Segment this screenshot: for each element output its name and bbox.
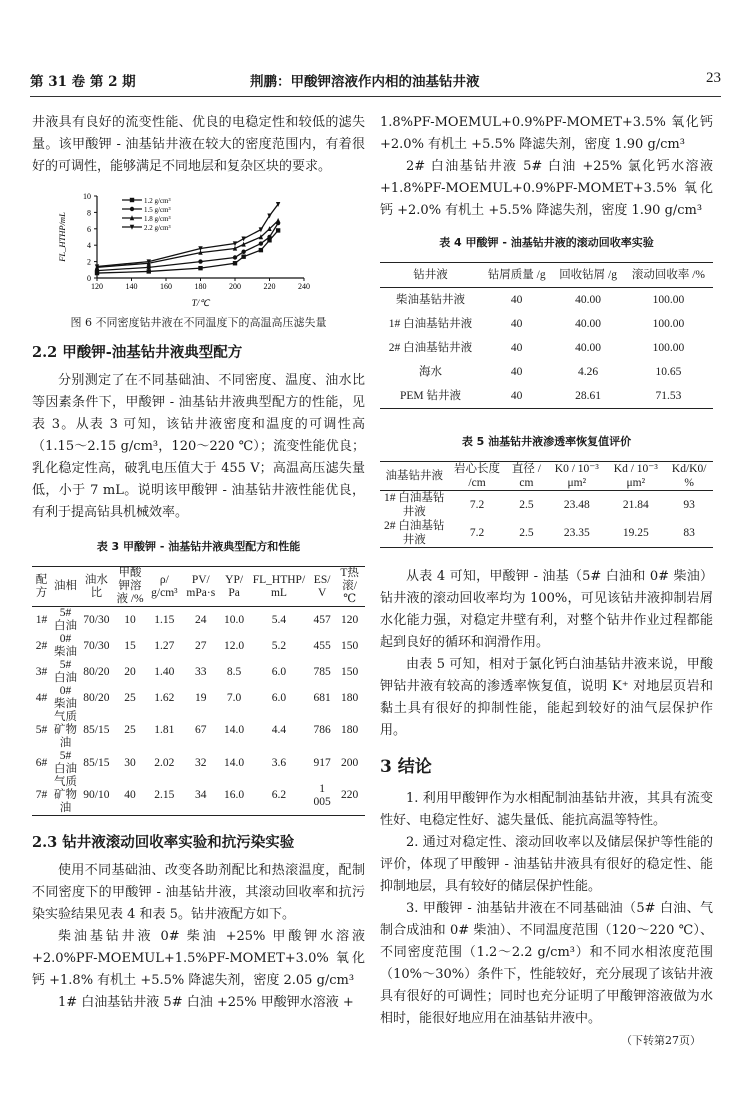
table4-cell: 100.00 [652,342,685,354]
table3-cell: 150 [341,665,359,678]
data-point [232,261,236,265]
table3-cell: 12.0 [224,639,245,652]
table3-header-cell: 油水比 [80,567,113,607]
table3-cell: 70/30 [83,639,110,652]
table3-row [32,685,365,711]
table3-cell: 25 [124,691,136,704]
table4-cell: 40 [510,342,523,354]
table4-row [380,384,713,409]
table3-caption: 表 3 甲酸钾 - 油基钻井液典型配方和性能 [96,540,301,553]
table3-cell: 33 [195,665,207,678]
article-title: 荆鹏：甲酸钾溶液作内相的油基钻井液 [250,74,480,90]
table4-cell: 海水 [418,366,442,378]
table3-cell: 20 [124,665,136,678]
table3-cell: 10 [124,613,136,626]
series-line [97,204,278,266]
table3-cell: 180 [341,724,359,736]
data-point [146,265,150,269]
table5-header-cell: K0 / 10⁻³ μm² [547,462,606,491]
data-point [258,241,262,245]
table5-header-cell: 油基钻井液 [380,462,448,491]
table4-header-cell: 滚动回收率 /% [624,263,713,288]
y-tick-label: 4 [86,241,91,251]
table4-cell: 2# 白油基钻井液 [388,342,473,354]
table3-cell: 1.15 [154,613,175,626]
legend-label: 1.5 g/cm³ [143,206,171,214]
table5-cell: 2# 白油基钻井液 [380,519,448,548]
table3-cell: 5# [35,724,48,736]
table3-cell: 4# [35,691,48,704]
intro-paragraph: 井液具有良好的流变性能、优良的电稳定性和较低的滤失量。该甲酸钾 - 油基钻井液在较大的密度范围内，有着很好的可调性，能够满足不同地层和复杂区块的要求。 [32,115,365,174]
table5-cell: 23.48 [563,499,590,511]
table5-caption: 表 5 油基钻井液渗透率恢复值评价 [461,435,632,448]
table3 [32,566,365,816]
table3-cell: 2.02 [154,756,175,769]
table4-caption: 表 4 甲酸钾 - 油基钻井液的滚动回收率实验 [439,236,654,249]
section-2-3-paragraph: 使用不同基础油、改变各助剂配比和热滚温度，配制不同密度下的甲酸钾 - 油基钻井液，其滚动回收率和抗污染实验结果见表 4 和表 5。钻井液配方如下。 [32,863,365,922]
table3-cell: 1# [35,613,48,626]
data-point [275,218,279,223]
conclusion-1: 1. 利用甲酸钾作为水相配制油基钻井液，其具有流变性好、电稳定性好、滤失量低、能抗高温等特性。 [380,791,713,828]
table4-row [380,312,713,336]
table3-cell: 785 [313,665,331,678]
table3-cell: 5# 白油 [53,607,77,632]
table4 [380,262,713,409]
table5-cell: 21.84 [622,499,649,511]
table3-cell: 2.15 [147,776,181,816]
table5-cell: 83 [665,519,713,548]
table3-row [32,633,365,659]
table3-cell: 34 [181,776,220,816]
x-tick-label: 120 [90,282,103,291]
table3-cell: 1.81 [154,724,175,736]
table5-cell: 23.35 [547,519,606,548]
running-header [30,66,721,97]
table3-row [32,607,365,634]
table4-cell: 40.00 [575,342,602,354]
table3-cell: 120 [341,613,359,626]
table3-cell: 455 [313,639,331,652]
x-tick-label: 160 [159,282,172,291]
table5-discussion: 由表 5 可知，相对于氯化钙白油基钻井液来说，甲酸钾钻井液有较高的渗透率恢复值，说明 K⁺ 对地层页岩和黏土具有很好的抑制性能，能起到较好的油气层保护作用。 [380,657,713,738]
table3-header-cell: 配方 [32,567,51,607]
table3-cell: 180 [341,691,359,704]
table4-cell: 4.26 [578,366,599,378]
data-point [146,269,150,273]
data-point [241,250,245,254]
table3-row [32,711,365,750]
y-tick-label: 0 [86,274,91,283]
table4-cell: 28.61 [552,384,623,409]
table3-cell: 3# [35,665,48,678]
table3-cell: 27 [195,639,207,652]
table3-cell: 1.27 [154,639,175,652]
table3-header-cell: T热滚/ ℃ [334,567,365,607]
table3-cell: 32 [195,756,207,769]
table3-cell: 3.6 [271,756,287,769]
y-tick-label: 2 [86,257,91,267]
table3-cell: 16.0 [220,776,248,816]
table3-cell: 气质矿物油 [51,776,80,816]
table3-cell: 5# 白油 [53,750,77,775]
table3-cell: 1.40 [154,665,175,678]
table3-cell: 220 [334,776,365,816]
section-2-2-title: 2.2 甲酸钾-油基钻井液典型配方 [32,344,243,361]
data-point [198,259,202,263]
table3-cell: 30 [124,756,136,769]
table3-cell: 80/20 [83,691,110,704]
table3-cell: 2# [35,639,48,652]
y-tick-label: 6 [86,224,91,234]
legend-label: 2.2 g/cm³ [143,224,171,232]
table4-cell: 40 [481,384,552,409]
table3-cell: 24 [195,613,207,626]
data-point [198,266,202,270]
table3-cell: 19 [195,691,207,704]
table3-cell: 5# 白油 [53,659,77,684]
table5-cell: 7.2 [448,519,505,548]
x-tick-label: 180 [194,282,206,291]
table4-cell: 40 [510,318,523,330]
table3-cell: 14.0 [224,724,245,736]
recipe-diesel: 柴油基钻井液 0# 柴油 +25% 甲酸钾水溶液 +2.0%PF-MOEMUL+1.5%PF-MOMET+3.0% 氧化钙 +1.8% 有机土 +5.5% 降滤失剂，密度 2.05 g/cm³ [32,929,365,988]
x-tick-label: 200 [228,282,241,291]
section-2-3-title: 2.3 钻井液滚动回收率实验和抗污染实验 [32,834,295,851]
data-point [129,198,133,202]
table3-cell: 457 [313,613,331,626]
table4-row [380,288,713,313]
section-3-title: 3 结论 [380,757,432,777]
table3-cell: 40 [113,776,148,816]
data-point [258,248,262,252]
x-tick-label: 220 [263,282,275,291]
table4-header-cell: 钻屑质量 /g [481,263,552,288]
data-point [275,228,279,232]
table3-header-cell: FL_HTHP/ mL [248,567,310,607]
table5-header-cell: Kd/K0/ % [665,462,713,491]
table3-cell: 70/30 [83,613,110,626]
table3-cell: 1.62 [154,691,175,704]
y-axis-label: FL_HTHP/mL [56,212,67,262]
table3-cell: 6.0 [271,665,287,678]
table4-cell: 100.00 [652,318,685,330]
table3-cell: 917 [313,756,331,769]
table3-cell: 10.0 [224,613,245,626]
table5-cell: 2.5 [506,519,548,548]
table4-cell: 40 [510,366,523,378]
table5-cell: 1# 白油基钻井液 [384,492,445,518]
table3-cell: 80/20 [83,665,110,678]
table5-header-cell: 岩心长度 /cm [448,462,505,491]
table4-cell: 100.00 [652,294,685,306]
table3-row [32,776,365,816]
table3-cell: 786 [313,724,331,736]
table5-header-cell: Kd / 10⁻³ μm² [606,462,665,491]
table4-cell: 柴油基钻井液 [395,294,465,306]
table3-header-cell: ES/ V [310,567,334,607]
table3-cell: 25 [124,724,136,736]
table4-cell: 40 [510,294,523,306]
conclusion-3: 3. 甲酸钾 - 油基钻井液在不同基础油（5# 白油、气制合成油和 0# 柴油）、不同温度范围（120～220 ℃）、不同密度范围（1.2～2.2 g/cm³）和不同水相浓度范围（10%～30%）条件下，性能较好，充分展现了该钻井液具有很好的可调性；同时也充分证明了甲酸钾溶液做为水相时，能很好地应用在油基钻井液中。 [380,901,713,1026]
table3-cell: 6# [35,756,48,769]
table5-cell: 93 [683,499,695,511]
data-point [129,207,133,211]
table3-cell: 150 [341,639,359,652]
x-tick-label: 140 [125,282,137,291]
table3-cell: 681 [313,691,331,704]
table3-cell: 1 005 [310,776,334,816]
table3-cell: 7.0 [226,691,242,704]
table3-header-cell: ρ/ g/cm³ [147,567,181,607]
data-point [241,254,245,258]
recipe-white1-start: 1# 白油基钻井液 5# 白油 +25% 甲酸钾水溶液 + [58,995,354,1010]
figure-6 [32,188,365,308]
table5-row [380,491,713,520]
table4-header-cell: 钻井液 [380,263,481,288]
table4-cell: PEM 钻井液 [380,384,481,409]
conclusion-2: 2. 通过对稳定性、滚动回收率以及储层保护等性能的评价，体现了甲酸钾 - 油基钻井液具有很好的稳定性、能抑制地层，具有较好的储层保护性能。 [380,835,713,894]
table3-cell: 15 [124,639,136,652]
table3-cell: 0# 柴油 [53,685,77,710]
table3-cell: 5.2 [271,639,287,652]
recipe-white1-end: 1.8%PF-MOEMUL+0.9%PF-MOMET+3.5% 氧化钙 +2.0% 有机土 +5.5% 降滤失剂，密度 1.90 g/cm³ [380,115,713,152]
data-point [232,255,236,259]
section-2-2-paragraph: 分别测定了在不同基础油、不同密度、温度、油水比等因素条件下，甲酸钾 - 油基钻井液典型配方的性能，见表 3。从表 3 可知，该钻井液密度和温度的可调性高（1.15～2.15 g/cm³，120～220 ℃）；流变性能优良；乳化稳定性高，破乳电压值大于 455 V；高温高压滤失量低，小于 7 mL。说明该甲酸钾 - 油基钻井液性能优良，有利于提高钻具机械效率。 [32,373,365,520]
table3-cell: 14.0 [224,756,245,769]
table3-header-cell: PV/ mPa·s [181,567,220,607]
table3-header-cell: 油相 [51,567,80,607]
journal-volume: 第 31 卷 第 2 期 [30,74,136,90]
page-number: 23 [706,70,721,86]
table3-cell: 90/10 [80,776,113,816]
table5 [380,461,713,548]
table3-cell: 6.0 [271,691,287,704]
right-column [380,112,713,1052]
left-column [32,112,365,1014]
table3-cell: 85/15 [83,724,110,736]
table3-cell: 200 [341,756,359,769]
table4-cell: 10.65 [655,366,682,378]
table3-cell: 7# [32,776,51,816]
legend-label: 1.8 g/cm³ [143,215,171,223]
table5-cell: 2.5 [519,499,534,511]
x-tick-label: 240 [297,282,310,291]
table4-discussion: 从表 4 可知，甲酸钾 - 油基（5# 白油和 0# 柴油）钻井液的滚动回收率均为 100%，可见该钻井液抑制岩屑水化能力强，对稳定井壁有利，对整个钻井作业过程都能起到良好的循环和润滑作用。 [380,569,713,650]
table4-header-cell: 回收钻屑 /g [552,263,623,288]
table4-cell: 71.53 [624,384,713,409]
table3-cell: 气质矿物油 [53,711,77,749]
table5-cell: 19.25 [606,519,665,548]
table3-cell: 0# 柴油 [53,633,77,658]
table3-cell: 67 [195,724,207,736]
legend-label: 1.2 g/cm³ [143,197,171,205]
x-axis-label: T/℃ [191,298,209,308]
table3-row [32,750,365,776]
table4-row [380,360,713,384]
table3-cell: 85/15 [83,756,110,769]
data-point [267,235,271,239]
table3-header-cell: 甲酸钾溶液 /% [113,567,148,607]
y-tick-label: 10 [82,192,91,201]
table3-cell: 8.5 [226,665,242,678]
table3-row [32,659,365,685]
table4-cell: 40.00 [575,318,602,330]
table4-cell: 40.00 [575,294,602,306]
continued-note: （下转第27页） [621,1034,701,1047]
table5-header-cell: 直径 / cm [506,462,548,491]
table3-header-cell: YP/ Pa [220,567,248,607]
table3-cell: 5.4 [271,613,287,626]
table3-cell: 6.2 [248,776,310,816]
table5-row [380,519,713,548]
recipe-white2: 2# 白油基钻井液 5# 白油 +25% 氯化钙水溶液 +1.8%PF-MOEMUL+0.9%PF-MOMET+3.5% 氧化钙 +2.0% 有机土 +5.5% 降滤失剂，密度 1.90 g/cm³ [380,159,713,218]
y-tick-label: 8 [86,208,91,218]
table4-row [380,336,713,360]
table5-cell: 7.2 [469,499,485,511]
table3-cell: 4.4 [271,724,287,736]
figure-caption: 图 6 不同密度钻井液在不同温度下的高温高压滤失量 [70,316,327,329]
fl-hthp-chart [49,188,349,308]
table4-cell: 1# 白油基钻井液 [388,318,473,330]
